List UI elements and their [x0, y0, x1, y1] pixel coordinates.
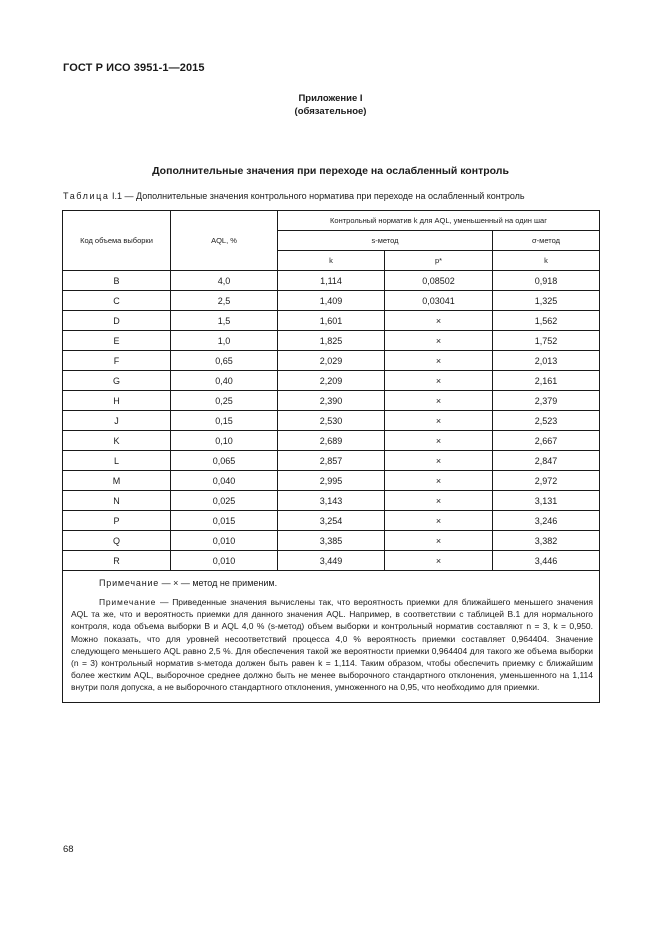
cell-k-sigma: 3,246 — [493, 511, 600, 531]
cell-k-s: 2,390 — [278, 391, 385, 411]
table-row — [63, 431, 600, 451]
cell-k-s: 2,689 — [278, 431, 385, 451]
cell-k-sigma: 2,847 — [493, 451, 600, 471]
cell-p: × — [385, 511, 493, 531]
cell-k-sigma: 2,013 — [493, 351, 600, 371]
cell-p: × — [385, 431, 493, 451]
table-row — [63, 511, 600, 531]
cell-aql: 0,015 — [171, 511, 278, 531]
cell-aql: 0,15 — [171, 411, 278, 431]
cell-k-sigma: 1,562 — [493, 311, 600, 331]
cell-p: × — [385, 531, 493, 551]
header-p-star: p* — [385, 251, 493, 271]
page-number: 68 — [63, 844, 74, 855]
cell-code: E — [63, 331, 171, 351]
cell-k-s: 3,254 — [278, 511, 385, 531]
note-2-label: Примечание — [99, 597, 157, 607]
cell-code: N — [63, 491, 171, 511]
cell-aql: 0,25 — [171, 391, 278, 411]
table-row — [63, 271, 600, 291]
note-2 — [71, 596, 593, 694]
cell-code: F — [63, 351, 171, 371]
header-s-method: s-метод — [278, 231, 493, 251]
cell-code: Q — [63, 531, 171, 551]
table-row — [63, 491, 600, 511]
cell-k-s: 3,143 — [278, 491, 385, 511]
cell-aql: 1,5 — [171, 311, 278, 331]
table-row — [63, 471, 600, 491]
table-row — [63, 451, 600, 471]
table-caption — [63, 191, 525, 201]
document-code: ГОСТ Р ИСО 3951-1—2015 — [63, 62, 205, 74]
table-row — [63, 391, 600, 411]
cell-k-sigma: 2,523 — [493, 411, 600, 431]
cell-aql: 0,040 — [171, 471, 278, 491]
cell-code: K — [63, 431, 171, 451]
data-table — [62, 210, 600, 703]
cell-aql: 0,065 — [171, 451, 278, 471]
cell-aql: 0,40 — [171, 371, 278, 391]
cell-p: × — [385, 451, 493, 471]
cell-aql: 0,010 — [171, 551, 278, 571]
table-row — [63, 351, 600, 371]
cell-k-s: 1,601 — [278, 311, 385, 331]
note-1 — [99, 578, 593, 588]
cell-p: × — [385, 331, 493, 351]
cell-aql: 0,025 — [171, 491, 278, 511]
cell-code: D — [63, 311, 171, 331]
header-code: Код объема выборки — [63, 211, 171, 271]
table-caption-label: Таблица — [63, 191, 110, 201]
table-row — [63, 331, 600, 351]
cell-p: × — [385, 371, 493, 391]
header-sigma-method: σ-метод — [493, 231, 600, 251]
cell-aql: 0,010 — [171, 531, 278, 551]
cell-code: L — [63, 451, 171, 471]
table-row — [63, 551, 600, 571]
header-aql: AQL, % — [171, 211, 278, 271]
cell-k-sigma: 2,379 — [493, 391, 600, 411]
cell-code: R — [63, 551, 171, 571]
cell-k-sigma: 2,667 — [493, 431, 600, 451]
table-body — [63, 271, 600, 571]
table-row — [63, 371, 600, 391]
appendix-title: Приложение I — [298, 93, 363, 104]
cell-k-s: 2,995 — [278, 471, 385, 491]
cell-k-sigma: 3,131 — [493, 491, 600, 511]
appendix-status: (обязательное) — [294, 106, 367, 117]
cell-k-sigma: 3,382 — [493, 531, 600, 551]
note-1-label: Примечание — [99, 578, 160, 588]
cell-k-sigma: 2,161 — [493, 371, 600, 391]
cell-k-s: 2,209 — [278, 371, 385, 391]
cell-k-s: 3,385 — [278, 531, 385, 551]
cell-k-sigma: 0,918 — [493, 271, 600, 291]
cell-code: M — [63, 471, 171, 491]
cell-k-s: 1,825 — [278, 331, 385, 351]
cell-k-s: 1,114 — [278, 271, 385, 291]
header-group: Контрольный норматив k для AQL, уменьшенный на один шаг — [278, 211, 600, 231]
cell-k-sigma: 1,752 — [493, 331, 600, 351]
header-k-s: k — [278, 251, 385, 271]
cell-aql: 1,0 — [171, 331, 278, 351]
header-k-sigma: k — [493, 251, 600, 271]
section-title: Дополнительные значения при переходе на ослабленный контроль — [152, 165, 509, 177]
table-row — [63, 411, 600, 431]
table-row — [63, 531, 600, 551]
cell-k-sigma: 1,325 — [493, 291, 600, 311]
note-2-text: — Приведенные значения вычислены так, что вероятность приемки для ближайшего меньшего значения AQL та же, что и вероятность приемки для данного значения AQL. Например, в соответствии с таблицей B.1 для нормального контроля, кода объема выборки B и AQL 4,0 % (s-метод) объем выборки и контрольный норматив составляют n = 3, k = 0,950. Можно показать, что для уровней несоответствий процесса 4,0 % вероятность приемки составляет 0,964404. Значение следующего меньшего AQL равно 2,5 %. Для обеспечения такой же вероятности приемки 0,964404 для такого же объема выборки (n = 3) контрольный норматив s-метода должен быть равен k = 1,114. Таким образом, чтобы обеспечить приемку с ближайшим более жестким AQL, выборочное среднее должно быть не менее выборочного стандартного отклонения, уменьшенного на 1,114 внутри поля допуска, а не выборочного стандартного отклонения, умноженного на 0,95, что необходимо для приемки. — [71, 597, 594, 693]
cell-p: × — [385, 471, 493, 491]
cell-k-s: 3,449 — [278, 551, 385, 571]
cell-k-s: 1,409 — [278, 291, 385, 311]
cell-code: J — [63, 411, 171, 431]
table-row — [63, 311, 600, 331]
cell-code: G — [63, 371, 171, 391]
cell-p: × — [385, 391, 493, 411]
notes-cell — [63, 571, 600, 703]
cell-k-s: 2,530 — [278, 411, 385, 431]
cell-code: H — [63, 391, 171, 411]
cell-k-s: 2,857 — [278, 451, 385, 471]
cell-p: × — [385, 491, 493, 511]
table-caption-text: I.1 — Дополнительные значения контрольного норматива при переходе на ослабленный контроль — [109, 191, 525, 201]
cell-k-s: 2,029 — [278, 351, 385, 371]
cell-p: 0,08502 — [385, 271, 493, 291]
cell-code: C — [63, 291, 171, 311]
cell-p: × — [385, 411, 493, 431]
cell-aql: 4,0 — [171, 271, 278, 291]
cell-k-sigma: 2,972 — [493, 471, 600, 491]
cell-p: 0,03041 — [385, 291, 493, 311]
cell-code: B — [63, 271, 171, 291]
appendix-heading — [0, 92, 661, 118]
cell-aql: 2,5 — [171, 291, 278, 311]
note-1-text: — × — метод не применим. — [159, 578, 278, 588]
cell-aql: 0,65 — [171, 351, 278, 371]
cell-p: × — [385, 551, 493, 571]
cell-p: × — [385, 351, 493, 371]
cell-aql: 0,10 — [171, 431, 278, 451]
table-row — [63, 291, 600, 311]
cell-code: P — [63, 511, 171, 531]
cell-p: × — [385, 311, 493, 331]
cell-k-sigma: 3,446 — [493, 551, 600, 571]
